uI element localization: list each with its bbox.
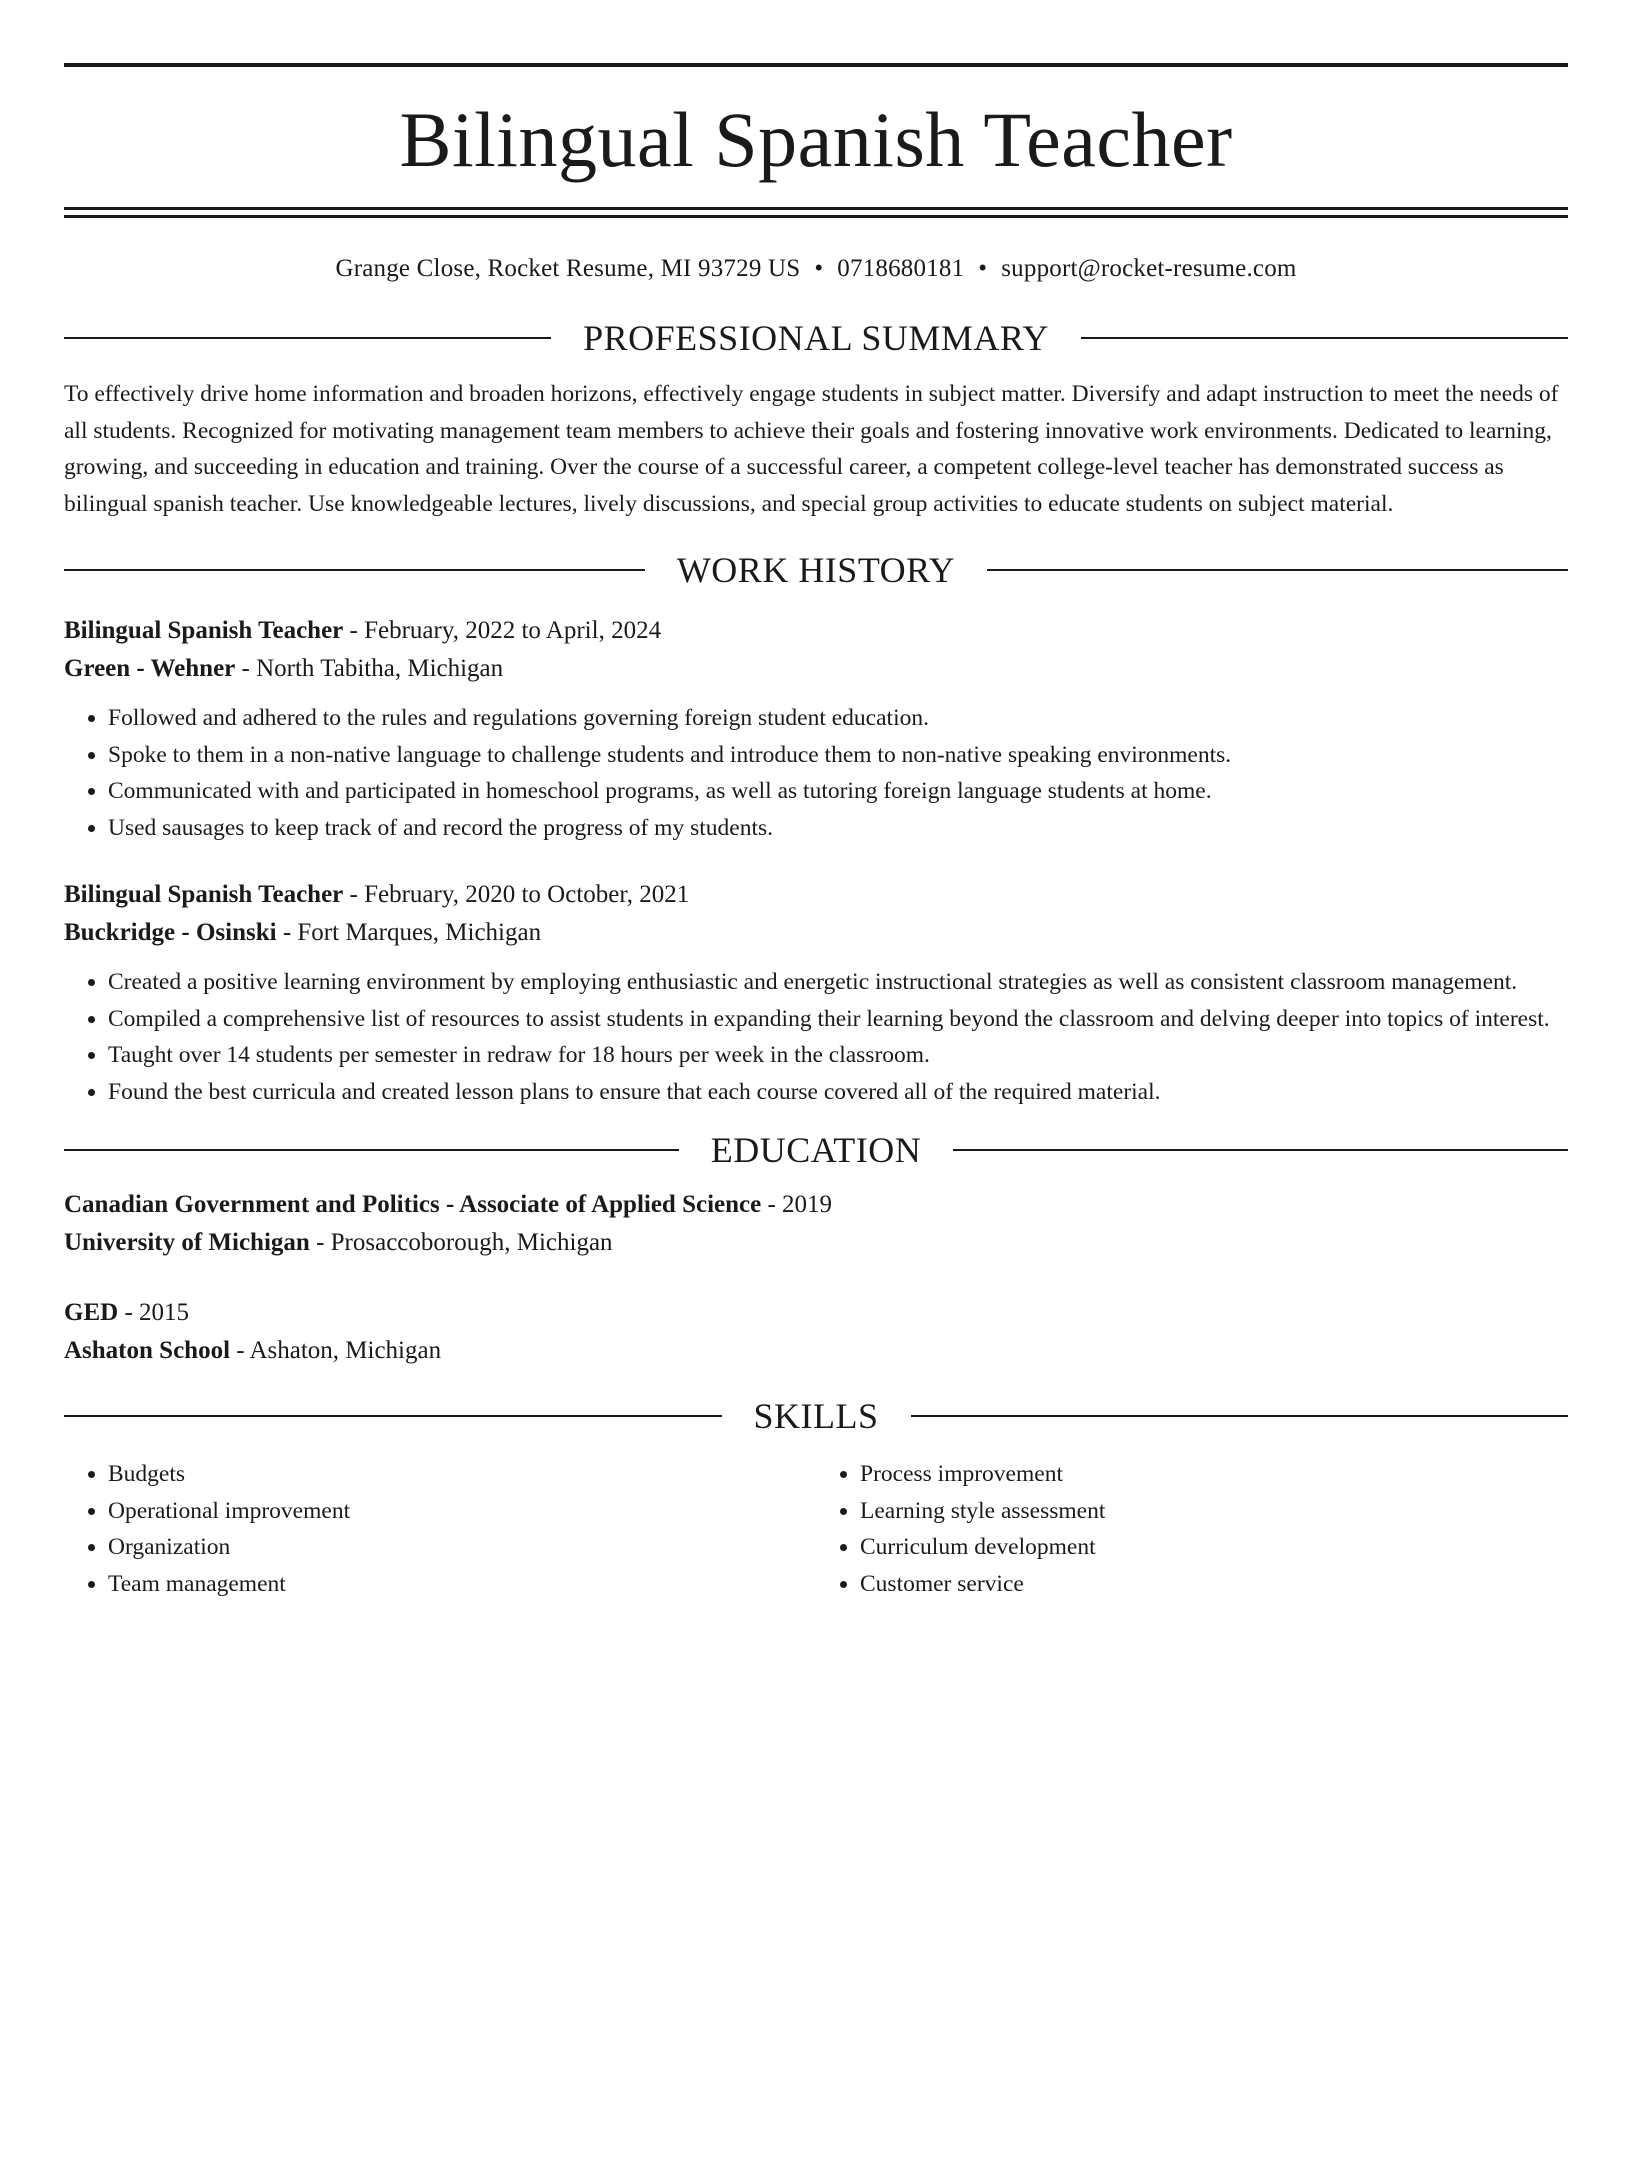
skill-item: • Learning style assessment — [860, 1493, 1568, 1530]
contact-address: Grange Close, Rocket Resume, MI 93729 US — [335, 255, 801, 282]
contact-phone: 0718680181 — [837, 255, 965, 282]
job-location: - North Tabitha, Michigan — [235, 655, 504, 682]
degree-line — [64, 1294, 1568, 1332]
degree-year: - 2019 — [761, 1191, 833, 1218]
job-dates: - February, 2020 to October, 2021 — [343, 881, 690, 908]
job-company-line — [64, 914, 1568, 952]
header-double-rule — [64, 207, 1568, 218]
skill-item: • Customer service — [860, 1566, 1568, 1603]
heading-rule — [64, 1149, 679, 1151]
heading-rule — [64, 569, 645, 571]
section-title: EDUCATION — [710, 1130, 922, 1170]
job-title: Bilingual Spanish Teacher — [64, 617, 344, 644]
list-item: • Compiled a comprehensive list of resources to assist students in expanding their learning beyond the classroom and delving deeper into topics of interest. — [108, 1001, 1568, 1038]
section-title: SKILLS — [753, 1396, 879, 1436]
school-location: - Ashaton, Michigan — [230, 1337, 442, 1364]
job-entry — [64, 612, 1568, 846]
job-dates: - February, 2022 to April, 2024 — [343, 617, 662, 644]
job-title-line — [64, 612, 1568, 650]
job-entry — [64, 876, 1568, 1110]
education-entry — [64, 1294, 1568, 1370]
job-title: Bilingual Spanish Teacher — [64, 881, 344, 908]
school-location: - Prosaccoborough, Michigan — [309, 1229, 613, 1256]
job-location: - Fort Marques, Michigan — [276, 919, 542, 946]
school-line — [64, 1224, 1568, 1262]
contact-line — [64, 254, 1568, 284]
list-item: • Found the best curricula and created lesson plans to ensure that each course covered all of the required material. — [108, 1074, 1568, 1111]
heading-rule — [953, 1149, 1568, 1151]
list-item: • Spoke to them in a non-native language to challenge students and introduce them to non-native speaking environments. — [108, 737, 1568, 774]
degree-year: - 2015 — [118, 1299, 190, 1326]
list-item: • Used sausages to keep track of and record the progress of my students. — [108, 810, 1568, 847]
degree: GED — [64, 1299, 119, 1326]
skill-item: • Process improvement — [860, 1456, 1568, 1493]
summary-text: To effectively drive home information and broaden horizons, effectively engage students in subject matter. Diversify and adapt instruction to meet the needs of all students. Recognized for motivating management team members to achieve their goals and fostering innovative work environments. Dedicated to learning, growing, and succeeding in education and training. Over the course of a successful career, a competent college-level teacher has demonstrated success as bilingual spanish teacher. Use knowledgeable lectures, lively discussions, and special group activities to educate students on subject material. — [64, 381, 1559, 517]
heading-rule — [987, 569, 1568, 571]
section-heading-work — [64, 552, 1568, 588]
degree: Canadian Government and Politics - Associate of Applied Science — [64, 1191, 762, 1218]
school-line — [64, 1332, 1568, 1370]
list-item: • Communicated with and participated in homeschool programs, as well as tutoring foreign language students at home. — [108, 773, 1568, 810]
contact-separator: • — [978, 255, 988, 282]
contact-email: support@rocket-resume.com — [1001, 255, 1297, 282]
skill-item: • Team management — [108, 1566, 816, 1603]
job-bullets — [64, 700, 1568, 846]
job-bullets — [64, 964, 1568, 1110]
section-heading-summary — [64, 320, 1568, 356]
skills-list-left — [64, 1456, 816, 1602]
degree-line — [64, 1186, 1568, 1224]
skill-item: • Curriculum development — [860, 1529, 1568, 1566]
section-title: WORK HISTORY — [676, 550, 956, 590]
job-company: Green - Wehner — [64, 655, 236, 682]
school: University of Michigan — [64, 1229, 310, 1256]
section-heading-skills — [64, 1398, 1568, 1434]
skill-item: • Budgets — [108, 1456, 816, 1493]
skill-item: • Organization — [108, 1529, 816, 1566]
skills-list-right — [816, 1456, 1568, 1602]
section-title: PROFESSIONAL SUMMARY — [583, 318, 1049, 358]
school: Ashaton School — [64, 1337, 231, 1364]
heading-rule — [64, 337, 551, 339]
skill-item: • Operational improvement — [108, 1493, 816, 1530]
top-rule — [64, 63, 1568, 67]
list-item: • Created a positive learning environment by employing enthusiastic and energetic instructional strategies as well as consistent classroom management. — [108, 964, 1568, 1001]
heading-rule — [911, 1415, 1569, 1417]
contact-separator: • — [814, 255, 824, 282]
resume-page — [0, 63, 1632, 2175]
section-heading-education — [64, 1132, 1568, 1168]
candidate-name: Bilingual Spanish Teacher — [399, 96, 1233, 183]
list-item: • Taught over 14 students per semester in redraw for 18 hours per week in the classroom. — [108, 1037, 1568, 1074]
skills-columns — [64, 1456, 1568, 1602]
heading-rule — [64, 1415, 722, 1417]
list-item: • Followed and adhered to the rules and regulations governing foreign student education. — [108, 700, 1568, 737]
job-company-line — [64, 650, 1568, 688]
heading-rule — [1081, 337, 1568, 339]
education-entry — [64, 1186, 1568, 1262]
job-company: Buckridge - Osinski — [64, 919, 277, 946]
job-title-line — [64, 876, 1568, 914]
